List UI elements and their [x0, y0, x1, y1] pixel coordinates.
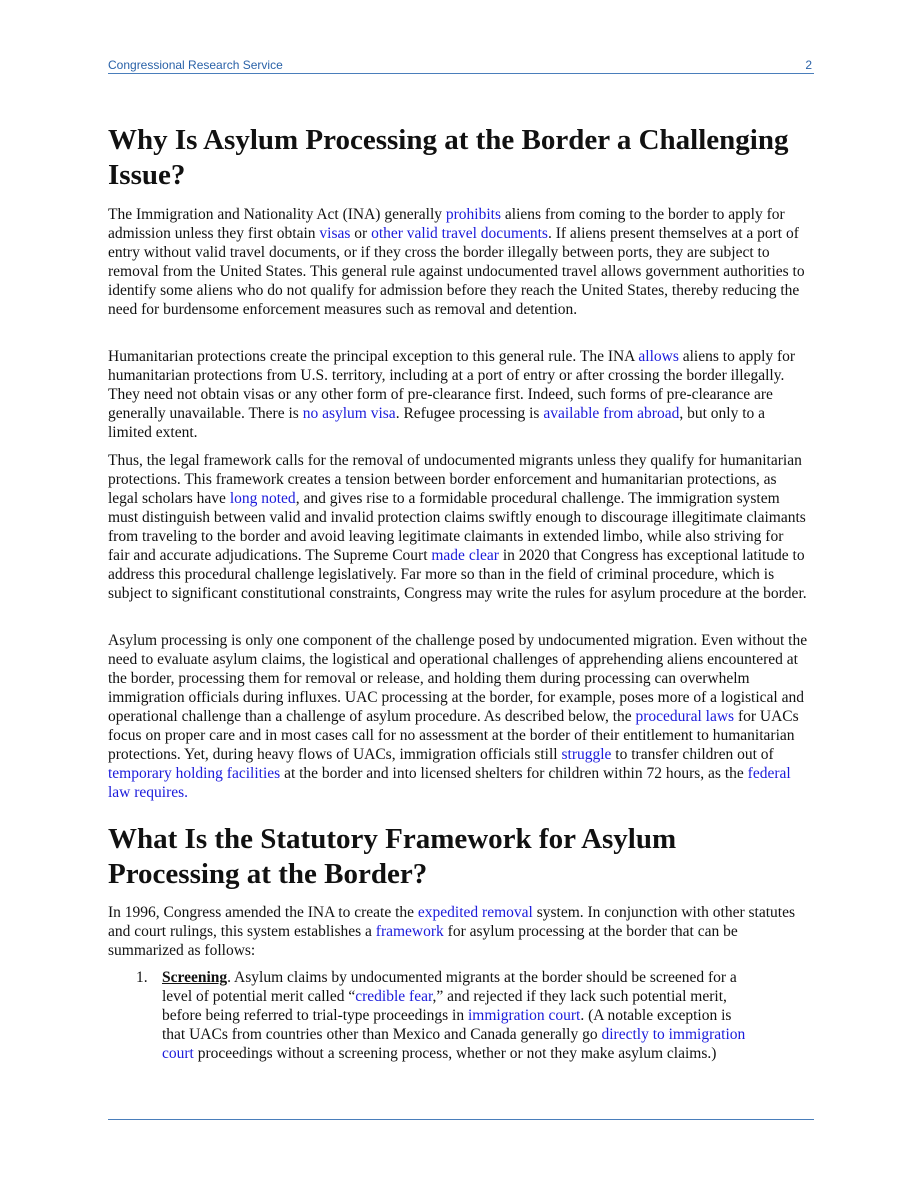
- text: . Asylum claims by undocumented migrants at the border should be screened for a level of potential merit called “: [162, 969, 737, 1005]
- link-procedural-laws[interactable]: procedural laws: [635, 708, 735, 725]
- numbered-list: [108, 968, 814, 1063]
- paragraph-procedural-challenge: [108, 451, 808, 603]
- list-item: [108, 968, 752, 1063]
- text: The Immigration and Nationality Act (INA) generally: [108, 206, 446, 223]
- text: for asylum processing at the border that can be summarized as follows:: [108, 923, 738, 959]
- text: to transfer children out of: [611, 746, 774, 763]
- paragraph-undocumented-migration: [108, 631, 808, 802]
- section-heading-statutory-framework: What Is the Statutory Framework for Asylum Processing at the Border?: [108, 823, 677, 890]
- text: aliens to apply for humanitarian protections from U.S. territory, including at a port of entry or after crossing the border illegally. They need not obtain visas or any other form of pre-clearance first. Indeed, such forms of pre-clearance are generally unavailable. There is: [108, 348, 796, 422]
- text: . If aliens present themselves at a port of entry without valid travel documents, or if they cross the border illegally between ports, they are subject to removal from the United States. This general rule against undocumented travel allows government authorities to identify some aliens who do not qualify for admission before they reach the United States, thereby reducing the need for burdensome enforcement measures such as removal and detention.: [108, 225, 805, 318]
- link-long-noted[interactable]: long noted: [229, 490, 296, 507]
- link-immigration-court[interactable]: immigration court: [468, 1007, 581, 1024]
- text: in 2020 that Congress has exceptional latitude to address this procedural challenge legislatively. Far more so than in the field of criminal procedure, which is subject to significant constitutional constraints, Congress may write the rules for asylum procedure at the border.: [108, 547, 807, 602]
- link-expedited-removal[interactable]: expedited removal: [417, 904, 533, 921]
- link-framework[interactable]: framework: [375, 923, 444, 940]
- link-federal-law-requires[interactable]: federal law requires.: [108, 765, 791, 801]
- section-heading-challenge: Why Is Asylum Processing at the Border a Challenging Issue?: [108, 124, 789, 191]
- link-made-clear[interactable]: made clear: [431, 547, 499, 564]
- text: Humanitarian protections create the principal exception to this general rule. The INA: [108, 348, 639, 365]
- list-number: 1.: [136, 969, 148, 986]
- text: system. In conjunction with other statutes and court rulings, this system establishes a: [108, 904, 796, 940]
- link-struggle[interactable]: struggle: [561, 746, 612, 763]
- header-page-number: 2: [805, 58, 812, 72]
- link-temporary-holding-facilities[interactable]: temporary holding facilities: [108, 765, 281, 782]
- footer-rule: [108, 1119, 814, 1120]
- text: ,” and rejected if they lack such potential merit, before being referred to trial-type proceedings in: [162, 988, 727, 1024]
- text: or: [350, 225, 372, 242]
- paragraph-ina-rule: [108, 205, 808, 319]
- paragraph-expedited-removal: [108, 903, 808, 960]
- text: aliens from coming to the border to apply for admission unless they first obtain: [108, 206, 785, 242]
- link-no-asylum-visa[interactable]: no asylum visa: [302, 405, 396, 422]
- link-available-from-abroad[interactable]: available from abroad: [543, 405, 680, 422]
- text: Thus, the legal framework calls for the removal of undocumented migrants unless they qualify for humanitarian protections. This framework creates a tension between border enforcement and humanitarian protections, as legal scholars have: [108, 452, 802, 507]
- text: for UACs focus on proper care and in most cases call for no assessment at the border of their entitlement to humanitarian protections. Yet, during heavy flows of UACs, immigration officials still: [108, 708, 799, 763]
- link-prohibits[interactable]: prohibits: [445, 206, 502, 223]
- text: proceedings without a screening process, whether or not they make asylum claims.): [193, 1045, 717, 1062]
- text: , but only to a limited extent.: [108, 405, 766, 441]
- link-directly-to-immigration-court[interactable]: directly to immigration court: [162, 1026, 746, 1062]
- link-visas[interactable]: visas: [319, 225, 351, 242]
- running-header: [108, 57, 814, 74]
- link-other-valid-travel-documents[interactable]: other valid travel documents: [371, 225, 548, 242]
- link-allows[interactable]: allows: [638, 348, 679, 365]
- header-source: Congressional Research Service: [108, 58, 283, 72]
- text: at the border and into licensed shelters for children within 72 hours, as the: [280, 765, 748, 782]
- list-term-screening: Screening: [162, 969, 228, 986]
- link-credible-fear[interactable]: credible fear: [355, 988, 433, 1005]
- text: In 1996, Congress amended the INA to create the: [108, 904, 418, 921]
- text: , and gives rise to a formidable procedural challenge. The immigration system must distinguish between valid and invalid protection claims swiftly enough to discourage illegitimate claimants from traveling to the border and avoid leaving legitimate claimants in extended limbo, while also striving for fair and accurate adjudications. The Supreme Court: [108, 490, 806, 564]
- paragraph-humanitarian-exception: [108, 347, 808, 442]
- text: . (A notable exception is that UACs from countries other than Mexico and Canada generally go: [162, 1007, 732, 1043]
- text: Asylum processing is only one component of the challenge posed by undocumented migration. Even without the need to evaluate asylum claims, the logistical and operational challenges of apprehending aliens encountered at the border, processing them for removal or release, and holding them during processing can overwhelm immigration officials during influxes. UAC processing at the border, for example, poses more of a logistical and operational challenge than a challenge of asylum procedure. As described below, the: [108, 632, 808, 725]
- text: . Refugee processing is: [395, 405, 544, 422]
